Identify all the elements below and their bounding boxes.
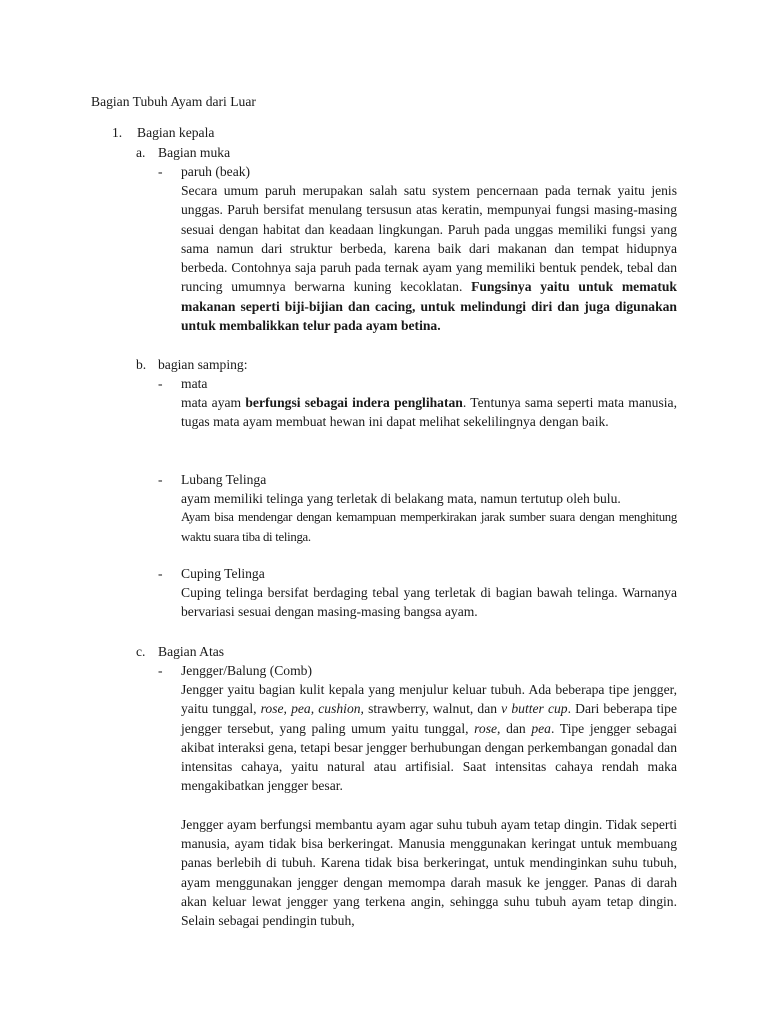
list-letter-c: c.: [136, 644, 146, 659]
subsection-heading-muka: Bagian muka: [158, 145, 231, 160]
paragraph-paruh: [181, 181, 677, 335]
jengger-text-d: , dan: [497, 720, 532, 736]
item-label-mata: mata: [181, 376, 208, 391]
document-title: Bagian Tubuh Ayam dari Luar: [91, 94, 256, 109]
jengger-text-c: . Dari beberapa tipe jengger tersebut, yang paling umum yaitu tunggal,: [181, 701, 677, 736]
paruh-text: Secara umum paruh merupakan salah satu system pencernaan pada ternak yaitu jenis unggas. Paruh bersifat menulang tersusun atas keratin, mempunyai fungsi masing-masing sesuai dengan habitat dan keadaan lingkungan. Paruh pada unggas memiliki fungsi yang sama namun dari struktur berbeda, karena baik dari makanan dan tempat hidupnya berbeda. Contohnya saja paruh pada ternak ayam yang memiliki bentuk pendek, tebal dan runcing umumnya berwarna kuning kecoklatan.: [181, 183, 677, 295]
paragraph-jengger: [181, 680, 677, 931]
list-letter-b: b.: [136, 357, 147, 372]
list-letter-a: a.: [136, 145, 146, 160]
paragraph-mata: [181, 393, 677, 432]
bullet-dash: -: [158, 376, 163, 391]
section-heading-kepala: Bagian kepala: [137, 125, 215, 140]
jengger-paragraph-2: Jengger ayam berfungsi membantu ayam agar suhu tubuh ayam tetap dingin. Tidak seperti manusia, ayam tidak bisa berkeringat. Manusia menggunakan keringat untuk membuang panas berlebih di tubuh. Karena tidak bisa berkeringat, untuk mendinginkan suhu tubuh, ayam menggunakan jengger dengan memompa darah masuk ke jengger. Panas di darah akan keluar lewat jengger yang terkena angin, sehingga suhu tubuh ayam tetap dingin. Selain sebagai pendingin tubuh,: [181, 816, 677, 929]
jengger-italic-rose: rose: [474, 720, 498, 736]
jengger-text-e: . Tipe jengger sebagai akibat interaksi gena, tetapi besar jengger berhubungan dengan perkembangan gonadal dan intensitas cahaya, yaitu natural atau artifisial. Saat intensitas cahaya rendah maka mengakibatkan jengger besar.: [181, 720, 677, 794]
item-label-paruh: paruh (beak): [181, 164, 251, 179]
lubang-telinga-rest: Ayam bisa mendengar dengan kemampuan memperkirakan jarak sumber suara dengan menghitung waktu suara tiba di telinga.: [181, 510, 677, 544]
paragraph-lubang-telinga: [181, 489, 677, 547]
mata-bold-text: berfungsi sebagai indera penglihatan: [245, 395, 463, 410]
jengger-text-b: strawberry, walnut, dan: [363, 701, 502, 717]
bullet-dash: -: [158, 164, 163, 179]
jengger-italic-types: rose, pea, cushion,: [260, 701, 364, 717]
bullet-dash: -: [158, 663, 163, 678]
item-label-cuping-telinga: Cuping Telinga: [181, 566, 265, 581]
paragraph-cuping-telinga: Cuping telinga bersifat berdaging tebal yang terletak di bagian bawah telinga. Warnanya bervariasi sesuai dengan masing-masing bangsa ayam.: [181, 585, 677, 620]
item-label-jengger: Jengger/Balung (Comb): [181, 663, 313, 678]
item-label-lubang-telinga: Lubang Telinga: [181, 472, 267, 487]
bullet-dash: -: [158, 566, 163, 581]
mata-text-post: . Tentunya sama seperti mata manusia, tugas mata ayam membuat hewan ini dapat melihat sekelilingnya dengan baik.: [181, 395, 677, 430]
lubang-telinga-line1: ayam memiliki telinga yang terletak di belakang mata, namun tertutup oleh bulu.: [181, 491, 621, 506]
paragraph-gap: [181, 796, 677, 815]
list-number-1: 1.: [112, 125, 123, 140]
subsection-heading-samping: bagian samping:: [158, 357, 248, 372]
jengger-paragraph-1: [181, 680, 677, 796]
mata-text-pre: mata ayam: [181, 395, 246, 410]
jengger-text-a: Jengger yaitu bagian kulit kepala yang menjulur keluar tubuh. Ada beberapa tipe jengger, yaitu tunggal,: [181, 682, 677, 717]
subsection-heading-atas: Bagian Atas: [158, 644, 225, 659]
jengger-italic-buttercup: v butter cup: [501, 701, 568, 717]
bullet-dash: -: [158, 472, 163, 487]
paruh-bold-text: Fungsinya yaitu untuk mematuk makanan seperti biji-bijian dan cacing, untuk melindungi diri dan juga digunakan untuk membalikkan telur pada ayam betina.: [181, 279, 677, 334]
jengger-italic-pea: pea: [531, 720, 551, 736]
